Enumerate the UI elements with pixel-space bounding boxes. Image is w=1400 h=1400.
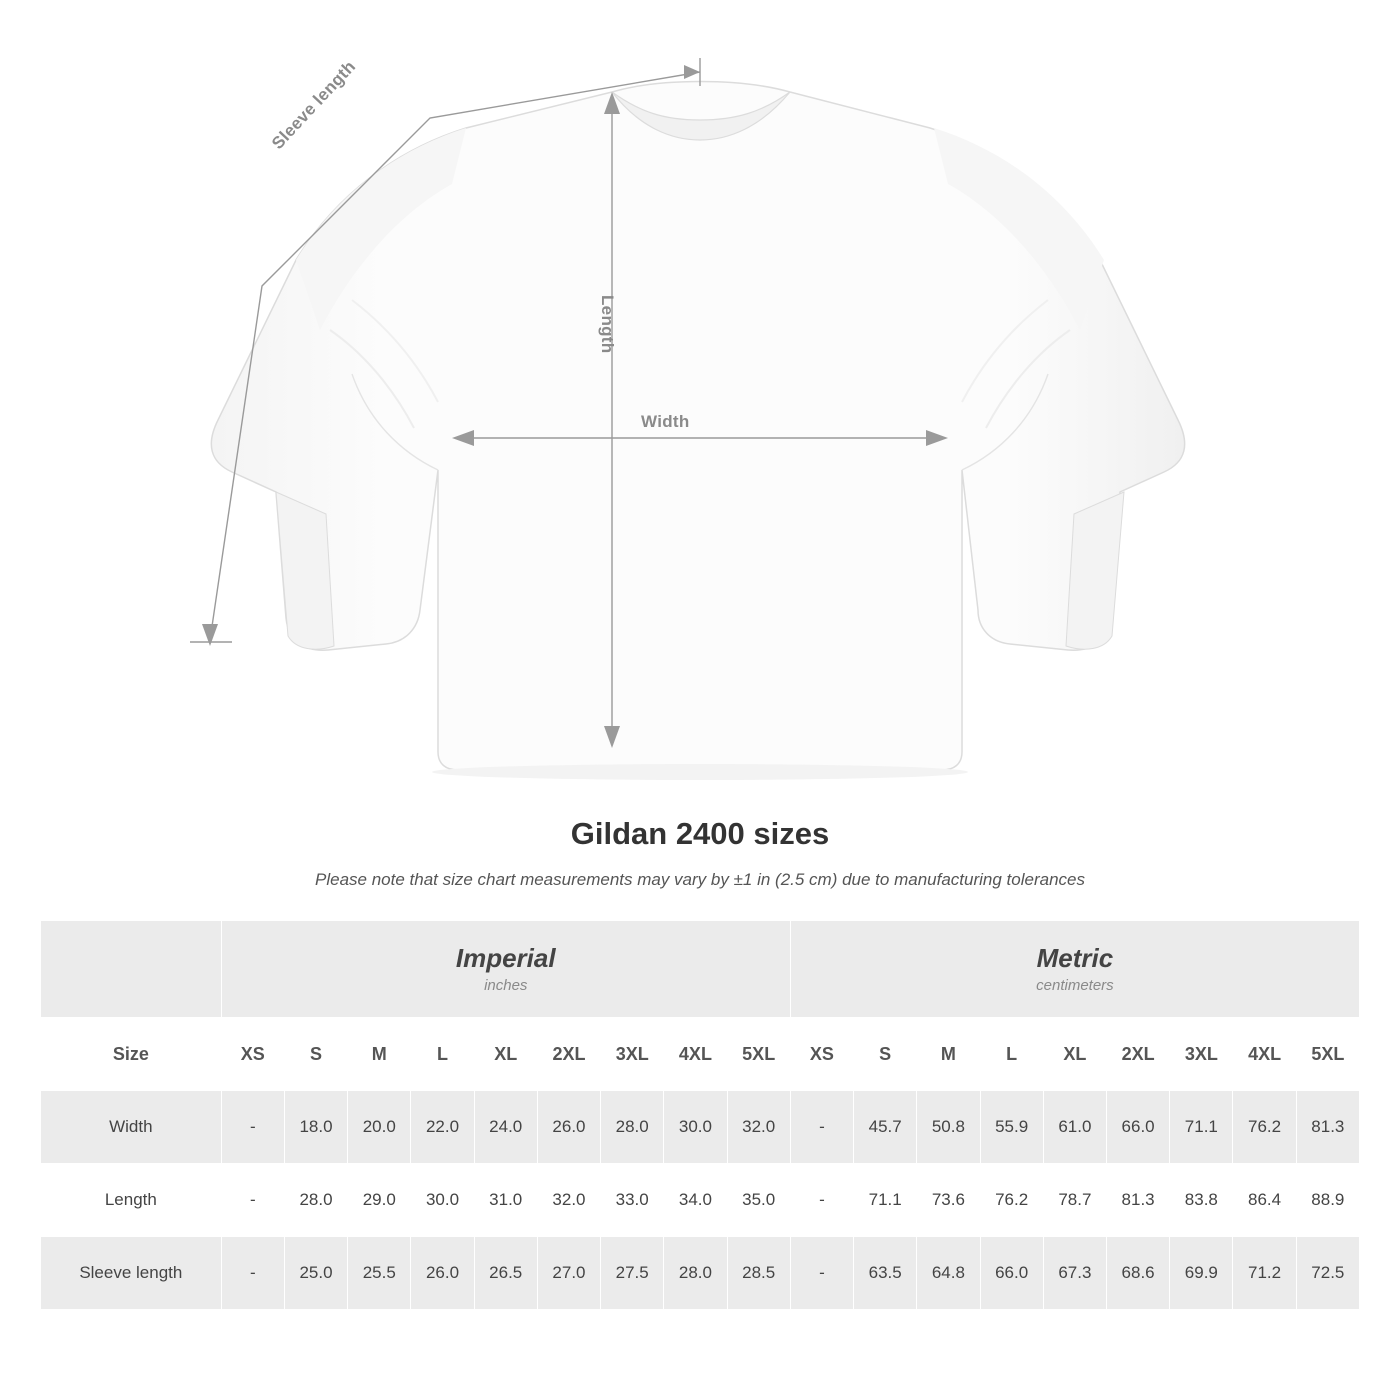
measurement-cell: 50.8 <box>917 1091 980 1164</box>
measurement-cell: 18.0 <box>284 1091 347 1164</box>
measurement-cell: 33.0 <box>601 1164 664 1237</box>
measurement-cell: - <box>790 1091 853 1164</box>
measurement-cell: 30.0 <box>411 1164 474 1237</box>
measurement-cell: 67.3 <box>1043 1237 1106 1310</box>
size-header-cell: 5XL <box>1296 1018 1359 1091</box>
measurement-cell: 88.9 <box>1296 1164 1359 1237</box>
size-header-cell: 2XL <box>537 1018 600 1091</box>
measurement-cell: - <box>221 1164 284 1237</box>
measurement-cell: 34.0 <box>664 1164 727 1237</box>
measurement-cell: 35.0 <box>727 1164 790 1237</box>
measurement-cell: 76.2 <box>1233 1091 1296 1164</box>
size-header-cell: 5XL <box>727 1018 790 1091</box>
size-chart-table-wrapper <box>40 920 1360 1310</box>
unit-group-header-metric <box>790 921 1359 1018</box>
size-header-cell: M <box>348 1018 411 1091</box>
measurement-cell: - <box>790 1164 853 1237</box>
measurement-cell: 27.0 <box>537 1237 600 1310</box>
unit-group-subtitle: centimeters <box>1036 977 1114 995</box>
size-header-cell: L <box>411 1018 474 1091</box>
table-row <box>41 1091 1360 1164</box>
measurement-cell: 31.0 <box>474 1164 537 1237</box>
row-header-length: Length <box>41 1164 222 1237</box>
size-chart-table <box>40 920 1360 1310</box>
measurement-cell: 32.0 <box>727 1091 790 1164</box>
table-row <box>41 1164 1360 1237</box>
measurement-cell: 71.1 <box>854 1164 917 1237</box>
measurement-cell: 29.0 <box>348 1164 411 1237</box>
measurement-cell: - <box>221 1237 284 1310</box>
size-header-cell: 3XL <box>1170 1018 1233 1091</box>
measurement-cell: 76.2 <box>980 1164 1043 1237</box>
unit-group-header-imperial <box>221 921 790 1018</box>
size-header-cell: S <box>284 1018 347 1091</box>
measurement-cell: 26.0 <box>411 1237 474 1310</box>
measurement-cell: 22.0 <box>411 1091 474 1164</box>
measurement-cell: 71.1 <box>1170 1091 1233 1164</box>
length-label: Length <box>598 295 617 354</box>
measurement-cell: 81.3 <box>1106 1164 1169 1237</box>
measurement-cell: 28.0 <box>601 1091 664 1164</box>
sleeve-length-label: Sleeve length <box>268 56 360 153</box>
size-header-cell: XS <box>221 1018 284 1091</box>
size-header-cell: M <box>917 1018 980 1091</box>
size-header-cell: XL <box>1043 1018 1106 1091</box>
size-header-cell: 3XL <box>601 1018 664 1091</box>
measurement-cell: 66.0 <box>980 1237 1043 1310</box>
measurement-cell: 27.5 <box>601 1237 664 1310</box>
measurement-cell: - <box>221 1091 284 1164</box>
measurement-cell: 28.0 <box>284 1164 347 1237</box>
unit-group-name: Imperial <box>455 942 556 973</box>
measurement-cell: 73.6 <box>917 1164 980 1237</box>
measurement-cell: 28.5 <box>727 1237 790 1310</box>
unit-group-name: Metric <box>1036 942 1114 973</box>
unit-group-subtitle: inches <box>484 977 528 995</box>
measurement-cell: 68.6 <box>1106 1237 1169 1310</box>
measurement-cell: 86.4 <box>1233 1164 1296 1237</box>
measurement-note: Please note that size chart measurements may vary by ±1 in (2.5 cm) due to manufacturing tolerances <box>315 870 1085 889</box>
row-header-sleeve-length: Sleeve length <box>41 1237 222 1310</box>
size-header-cell: 2XL <box>1106 1018 1169 1091</box>
measurement-cell: 32.0 <box>537 1164 600 1237</box>
measurement-cell: 63.5 <box>854 1237 917 1310</box>
measurement-cell: 20.0 <box>348 1091 411 1164</box>
size-header-cell: XL <box>474 1018 537 1091</box>
size-header-cell: 4XL <box>1233 1018 1296 1091</box>
measurement-cell: 69.9 <box>1170 1237 1233 1310</box>
shirt-body-shape <box>211 82 1184 781</box>
measurement-cell: 26.5 <box>474 1237 537 1310</box>
table-row <box>41 1237 1360 1310</box>
measurement-cell: 64.8 <box>917 1237 980 1310</box>
measurement-cell: 25.5 <box>348 1237 411 1310</box>
table-corner-cell <box>41 921 222 1018</box>
width-label: Width <box>641 412 690 431</box>
row-header-width: Width <box>41 1091 222 1164</box>
measurement-cell: 71.2 <box>1233 1237 1296 1310</box>
measurement-cell: - <box>790 1237 853 1310</box>
size-header-row <box>41 1018 1360 1091</box>
measurement-cell: 78.7 <box>1043 1164 1106 1237</box>
size-header-cell: S <box>854 1018 917 1091</box>
size-header-cell: 4XL <box>664 1018 727 1091</box>
measurement-cell: 45.7 <box>854 1091 917 1164</box>
size-header-cell: XS <box>790 1018 853 1091</box>
measurement-cell: 28.0 <box>664 1237 727 1310</box>
measurement-cell: 24.0 <box>474 1091 537 1164</box>
measurement-cell: 55.9 <box>980 1091 1043 1164</box>
measurement-cell: 25.0 <box>284 1237 347 1310</box>
measurement-cell: 61.0 <box>1043 1091 1106 1164</box>
title-block <box>0 816 1400 890</box>
page-title: Gildan 2400 sizes <box>570 816 830 851</box>
measurement-cell: 30.0 <box>664 1091 727 1164</box>
measurement-cell: 72.5 <box>1296 1237 1359 1310</box>
measurement-cell: 83.8 <box>1170 1164 1233 1237</box>
unit-header-row <box>41 921 1360 1018</box>
measurement-cell: 81.3 <box>1296 1091 1359 1164</box>
size-header-cell: L <box>980 1018 1043 1091</box>
size-column-header: Size <box>41 1018 222 1091</box>
measurement-cell: 66.0 <box>1106 1091 1169 1164</box>
measurement-cell: 26.0 <box>537 1091 600 1164</box>
